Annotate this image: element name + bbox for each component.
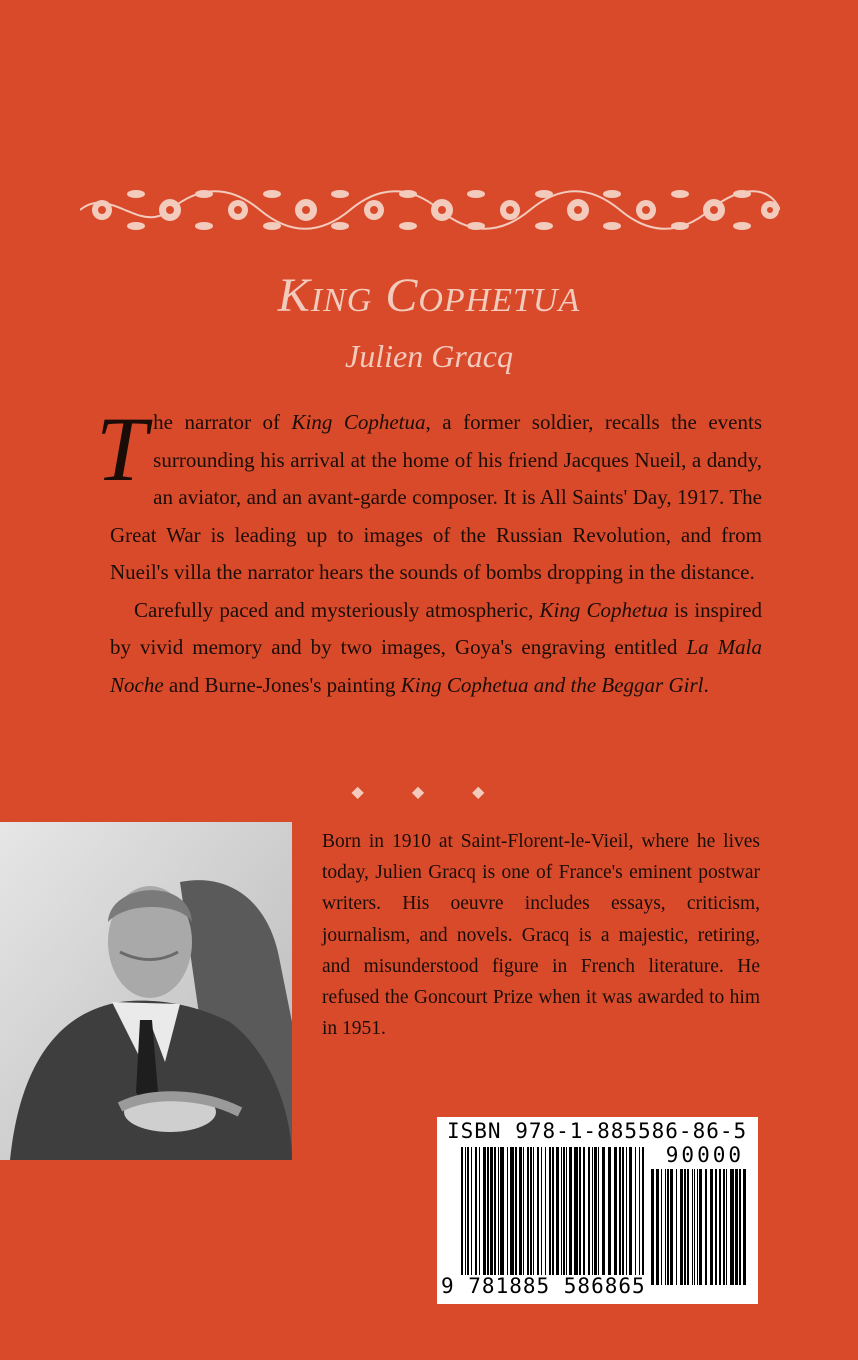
barcode-bar [500,1147,504,1275]
barcode-bar [545,1147,546,1275]
author-photo [0,822,292,1160]
barcode-bar [730,1169,734,1285]
barcode-bar [519,1147,522,1275]
barcode-bar [680,1169,683,1285]
barcode-bar [487,1147,489,1275]
barcode-bar [661,1169,662,1285]
barcode-bar [465,1147,466,1275]
drop-cap-letter: T [96,398,148,500]
barcode-bar [579,1147,581,1275]
barcode-bar [479,1147,480,1275]
barcode-bar [563,1147,565,1275]
barcode-bar [537,1147,539,1275]
barcode-bar [598,1147,599,1275]
text-run: King Cophetua [539,597,669,622]
barcode-bar [676,1169,677,1285]
barcode-bar [549,1147,551,1275]
barcode-bar [635,1147,636,1275]
barcode-bar [588,1147,590,1275]
barcode-bar [726,1169,727,1285]
barcode-bar [710,1169,713,1285]
barcode-bar [697,1169,698,1285]
barcode-bar [515,1147,517,1275]
barcode-bar [566,1147,567,1275]
barcode-bar [494,1147,496,1275]
barcode-bar [629,1147,632,1275]
book-author: Julien Gracq [345,338,513,374]
barcode-bar [507,1147,508,1275]
text-run: King Cophetua [291,410,426,434]
barcode-bar [608,1147,611,1275]
text-run: he narrator of [153,410,292,434]
barcode-bar [483,1147,486,1275]
text-run: . [703,672,709,697]
barcode-bar [583,1147,585,1275]
barcode-bar [561,1147,562,1275]
barcode-bar [556,1147,559,1275]
barcode-bar [541,1147,542,1275]
barcode-bar [694,1169,695,1285]
barcode-bar [651,1169,654,1285]
barcode-bar [665,1169,666,1285]
author-bio: Born in 1910 at Saint-Florent-le-Vieil, where he lives today, Julien Gracq is one of France's eminent postwar writers. His oeuvre includes essays, criticism, journalism, and novels. Gracq is a majestic, retiring, and misunderstood figure in French literature. He refused the Goncourt Prize when it was awarded to him in 1951. [322,831,760,1040]
isbn-label: ISBN 978-1-885586-86-5 [447,1119,748,1143]
barcode-bar [692,1169,693,1285]
price-addon-number: 90000 [665,1143,744,1167]
barcode-bar [723,1169,725,1285]
barcode-bar [471,1147,472,1275]
barcode-bar [719,1169,721,1285]
book-title: King Cophetua [277,269,581,322]
barcode-bar [705,1169,707,1285]
barcode-bar [602,1147,605,1275]
text-run: La Mala Noche [110,635,762,697]
barcode-bar [475,1147,477,1275]
barcode-bar [467,1147,469,1275]
barcode-bar [699,1169,702,1285]
barcode-bar [656,1169,659,1285]
barcode-bar [715,1169,717,1285]
barcode-bar [735,1169,738,1285]
barcode-bar [498,1147,499,1275]
barcode-bar [622,1147,624,1275]
barcode-bar [687,1169,689,1285]
barcode-bar [569,1147,572,1275]
description-paragraph-1 [96,398,762,592]
text-run: , a former soldier, recalls the events surrounding his arrival at the home of his friend Jacques Nueil, a dandy, an aviator, and an avant-garde composer. It is All Saints' Day, 1917. The Great War is leading up to images of the Russian Revolution, and from Nueil's villa the narrator hears the sounds of bombs dropping in the distance. [110,410,762,584]
barcode-bar [619,1147,621,1275]
barcode-bar [527,1147,529,1275]
barcode-bar [530,1147,532,1275]
book-description [96,398,762,704]
barcode-bar [670,1169,673,1285]
barcode-bar [592,1147,593,1275]
barcode-bar [523,1147,524,1275]
text-run: is inspired by vivid memory and by two images, Goya's engraving entitled [110,597,762,659]
barcode-bar [639,1147,640,1275]
barcode-bar [461,1147,463,1275]
text-run: and Burne-Jones's painting [163,672,401,697]
isbn-barcode [437,1117,758,1304]
barcode-bar [594,1147,597,1275]
barcode-bar [533,1147,534,1275]
barcode-bar [739,1169,741,1285]
barcode-bar [667,1169,669,1285]
text-run: Carefully paced and mysteriously atmospheric, [134,597,540,622]
barcode-bar [490,1147,493,1275]
barcode-bar [574,1147,578,1275]
barcode-bar [684,1169,686,1285]
barcode-bar [614,1147,617,1275]
barcode-bar [552,1147,554,1275]
barcode-bar [626,1147,627,1275]
barcode-bar [642,1147,644,1275]
ean-number: 9 781885 586865 [441,1274,646,1298]
floral-ornament-border [80,180,780,240]
barcode-bar [743,1169,746,1285]
text-run: King Cophetua and the Beggar Girl [400,672,704,697]
barcode-bar [510,1147,514,1275]
description-paragraph-2 [110,592,762,705]
diamond-divider: ◆ ◆ ◆ [351,784,507,801]
